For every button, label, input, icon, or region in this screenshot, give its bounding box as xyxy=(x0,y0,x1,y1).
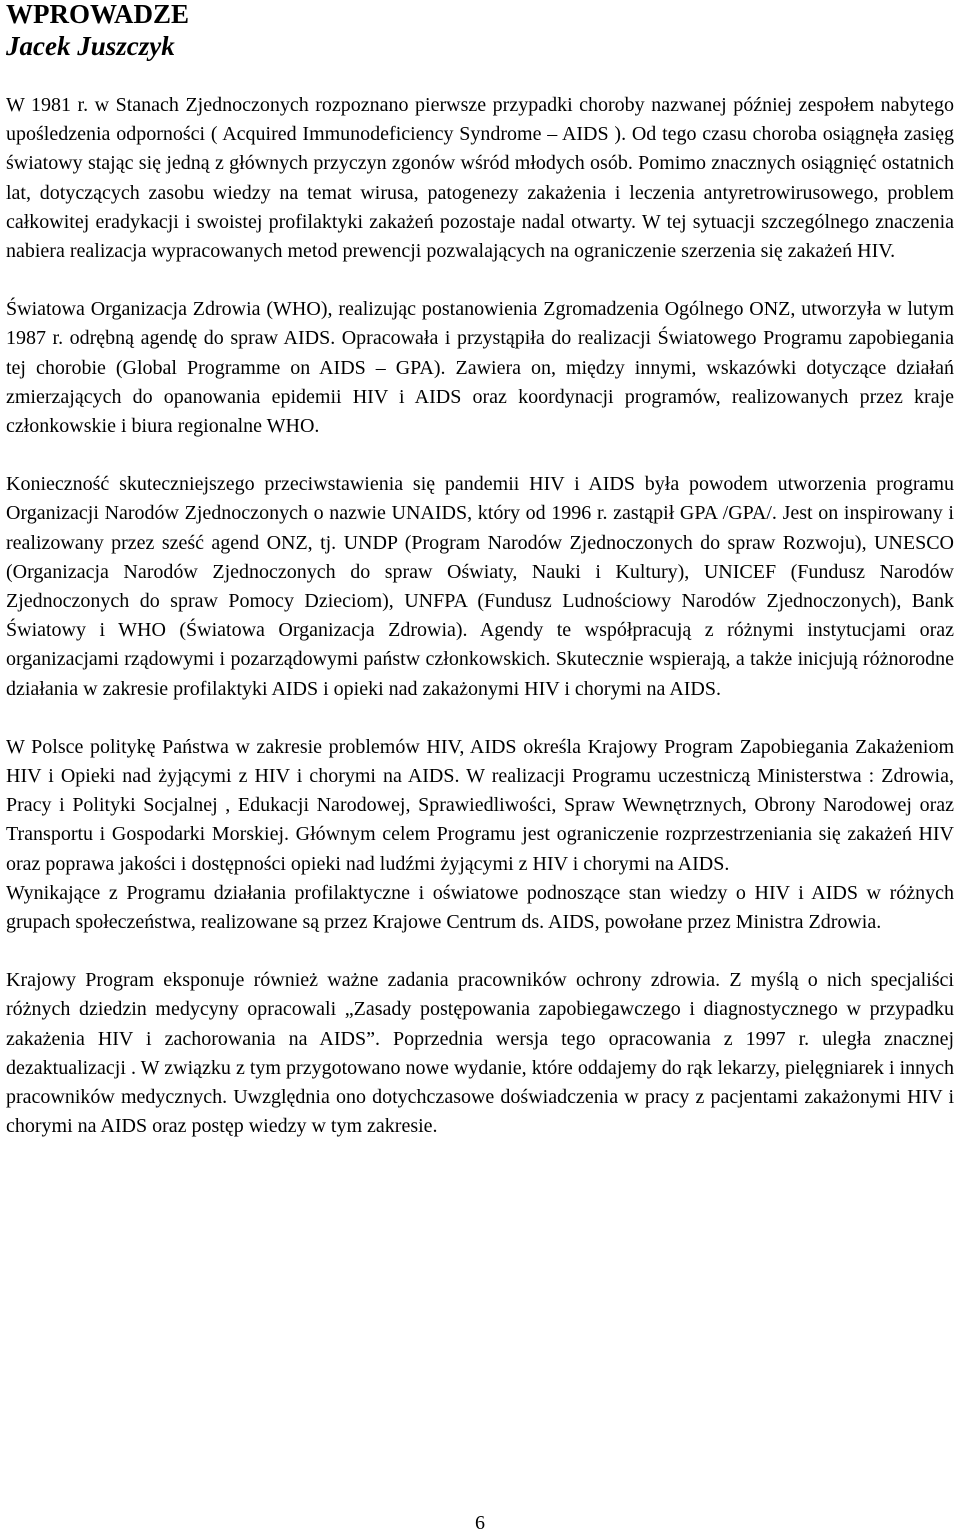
paragraph-poland: W Polsce politykę Państwa w zakresie problemów HIV, AIDS określa Krajowy Program Zapobiegania Zakażeniom HIV i Opieki nad żyjącymi z HIV i chorymi na AIDS. W realizacji Programu uczestniczą Ministerstwa : Zdrowia, Pracy i Polityki Socjalnej , Edukacji Narodowej, Sprawiedliwości, Spraw Wewnętrznych, Obrony Narodowej oraz Transportu i Gospodarki Morskiej. Głównym celem Programu jest ograniczenie rozprzestrzeniania się zakażeń HIV oraz poprawa jakości i dostępności opieki nad ludźmi żyjącymi z HIV i chorymi na AIDS. xyxy=(6,735,954,875)
paragraph-unaids: Konieczność skuteczniejszego przeciwstawienia się pandemii HIV i AIDS była powodem utworzenia programu Organizacji Narodów Zjednoczonych o nazwie UNAIDS, który od 1996 r. zastąpił GPA /GPA/. Jest on inspirowany i realizowany przez sześć agend ONZ, tj. UNDP (Program Narodów Zjednoczonych do spraw Rozwoju), UNESCO (Organizacja Narodów Zjednoczonych do spraw Oświaty, Nauki i Kultury), UNICEF (Fundusz Narodów Zjednoczonych do spraw Pomocy Dzieciom), UNFPA (Fundusz Ludnościowy Narodów Zjednoczonych), Bank Światowy i WHO (Światowa Organizacja Zdrowia). Agendy te współpracują z różnymi instytucjami oraz organizacjami rządowymi i pozarządowymi państw członkowskich. Skutecznie wspierają, a także inicjują różnorodne działania w zakresie profilaktyki AIDS i opieki nad zakażonymi HIV i chorymi na AIDS. xyxy=(6,473,954,700)
document-page xyxy=(6,0,954,1142)
author-name: Jacek Juszczyk xyxy=(6,31,175,61)
paragraph-guidelines: Krajowy Program eksponuje również ważne zadania pracowników ochrony zdrowia. Z myślą o nich specjaliści różnych dziedzin medycyny opracowali „Zasady postępowania zapobiegawczego i diagnostycznego w przypadku zakażenia HIV i zachorowania na AIDS”. Poprzednia wersja tego opracowania z 1997 r. uległa znacznej dezaktualizacji . W związku z tym przygotowano nowe wydanie, które oddajemy do rąk lekarzy, pielęgniarek i innych pracowników medycznych. Uwzględnia ono dotychczasowe doświadczenia w pracy z pacjentami zakażonymi HIV i chorymi na AIDS oraz postęp wiedzy w tym zakresie. xyxy=(6,969,954,1138)
document-title: WPROWADZE xyxy=(6,0,190,29)
paragraph-programme-actions: Wynikające z Programu działania profilaktyczne i oświatowe podnoszące stan wiedzy o HIV i AIDS w różnych grupach społeczeństwa, realizowane są przez Krajowe Centrum ds. AIDS, powołane przez Ministra Zdrowia. xyxy=(6,881,954,934)
page-number: 6 xyxy=(475,1512,485,1534)
paragraph-who: Światowa Organizacja Zdrowia (WHO), realizując postanowienia Zgromadzenia Ogólnego ONZ, utworzyła w lutym 1987 r. odrębną agendę do spraw AIDS. Opracowała i przystąpiła do realizacji Światowego Programu zapobiegania tej chorobie (Global Programme on AIDS – GPA). Zawiera on, między innymi, wskazówki dotyczące działań zmierzających do opanowania epidemii HIV i AIDS oraz koordynacji programów, realizowanych przez kraje członkowskie i biura regionalne WHO. xyxy=(6,298,954,438)
paragraph-intro: W 1981 r. w Stanach Zjednoczonych rozpoznano pierwsze przypadki choroby nazwanej później zespołem nabytego upośledzenia odporności ( Acquired Immunodeficiency Syndrome – AIDS ). Od tego czasu choroba osiągnęła zasięg światowy stając się jedną z głównych przyczyn zgonów wśród młodych osób. Pomimo znacznych osiągnięć ostatnich lat, dotyczących zasobu wiedzy na temat wirusa, patogenezy zakażenia i leczenia antyretrowirusowego, problem całkowitej eradykacji i swoistej profilaktyki zakażeń pozostaje nadal otwarty. W tej sytuacji szczególnego znaczenia nabiera realizacja wypracowanych metod prewencji pozwalających na ograniczenie szerzenia się zakażeń HIV. xyxy=(6,94,954,263)
